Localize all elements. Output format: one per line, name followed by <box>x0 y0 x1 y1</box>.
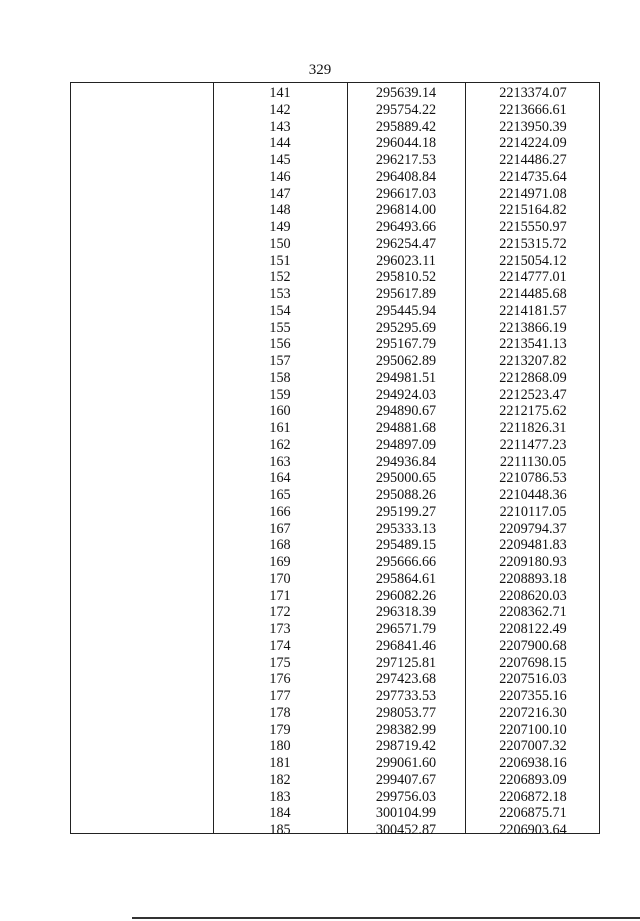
point-number-cell: 161 <box>269 420 291 436</box>
y-coordinate-cell: 2206903.64 <box>499 822 567 838</box>
point-number-cell: 146 <box>269 168 291 185</box>
table-row <box>71 336 599 353</box>
y-coordinate-cell: 2208893.18 <box>499 570 567 587</box>
point-number-cell: 153 <box>269 286 291 302</box>
y-coordinate-cell: 2215315.72 <box>499 235 567 252</box>
y-coordinate-cell: 2210448.36 <box>499 487 567 503</box>
y-coordinate-cell: 2208122.49 <box>499 621 567 637</box>
x-coordinate-cell: 294881.68 <box>375 420 437 436</box>
table-row <box>71 169 599 186</box>
x-coordinate-cell: 296814.00 <box>375 202 437 219</box>
y-coordinate-cell: 2214486.27 <box>499 152 567 168</box>
y-coordinate-cell: 2214777.01 <box>499 269 567 286</box>
table-row <box>71 454 599 471</box>
y-coordinate-cell: 2215054.12 <box>499 252 567 269</box>
table-row <box>71 420 599 437</box>
point-number-cell: 173 <box>269 621 291 637</box>
y-coordinate-cell: 2209180.93 <box>499 554 567 570</box>
x-coordinate-cell: 296044.18 <box>375 135 437 152</box>
table-row <box>71 671 599 688</box>
y-coordinate-cell: 2214485.68 <box>499 286 567 302</box>
y-coordinate-cell: 2207216.30 <box>499 704 567 721</box>
point-number-cell: 166 <box>269 503 291 520</box>
point-number-cell: 165 <box>269 487 291 503</box>
table-row <box>71 387 599 404</box>
point-number-cell: 169 <box>269 554 291 570</box>
x-coordinate-cell: 295810.52 <box>375 269 437 286</box>
x-coordinate-cell: 296023.11 <box>376 252 436 269</box>
point-number-cell: 174 <box>269 637 291 654</box>
point-number-cell: 143 <box>269 118 291 135</box>
y-coordinate-cell: 2215550.97 <box>499 219 567 235</box>
x-coordinate-cell: 294897.09 <box>375 436 437 453</box>
x-coordinate-cell: 296318.39 <box>375 604 437 621</box>
table-row <box>71 504 599 521</box>
table-row <box>71 85 599 102</box>
footer-rule <box>132 917 640 919</box>
point-number-cell: 163 <box>269 453 291 470</box>
x-coordinate-cell: 300104.99 <box>375 805 437 822</box>
x-coordinate-cell: 295666.66 <box>375 554 437 570</box>
table-row <box>71 755 599 772</box>
y-coordinate-cell: 2207355.16 <box>499 688 567 704</box>
x-coordinate-cell: 297125.81 <box>375 654 437 671</box>
coordinates-table <box>70 82 600 838</box>
x-coordinate-cell: 296841.46 <box>375 637 437 654</box>
x-coordinate-cell: 295445.94 <box>375 302 437 319</box>
point-number-cell: 164 <box>269 470 291 487</box>
point-number-cell: 148 <box>269 202 291 219</box>
y-coordinate-cell: 2207007.32 <box>499 738 567 755</box>
table-row <box>71 604 599 621</box>
table-row <box>71 152 599 169</box>
x-coordinate-cell: 294924.03 <box>375 386 437 403</box>
point-number-cell: 142 <box>269 101 291 118</box>
y-coordinate-cell: 2213541.13 <box>499 336 567 353</box>
y-coordinate-cell: 2214181.57 <box>499 302 567 319</box>
x-coordinate-cell: 295639.14 <box>375 85 437 101</box>
point-number-cell: 172 <box>269 604 291 621</box>
x-coordinate-cell: 295000.65 <box>375 470 437 487</box>
x-coordinate-cell: 297423.68 <box>375 671 437 688</box>
x-coordinate-cell: 294981.51 <box>375 369 437 386</box>
y-coordinate-cell: 2212868.09 <box>499 369 567 386</box>
point-number-cell: 185 <box>269 822 291 838</box>
point-number-cell: 170 <box>269 570 291 587</box>
y-coordinate-cell: 2207100.10 <box>499 721 567 738</box>
y-coordinate-cell: 2207900.68 <box>499 637 567 654</box>
y-coordinate-cell: 2209481.83 <box>499 537 567 554</box>
point-number-cell: 156 <box>269 336 291 353</box>
y-coordinate-cell: 2214971.08 <box>499 185 567 202</box>
x-coordinate-cell: 295864.61 <box>375 570 437 587</box>
y-coordinate-cell: 2212175.62 <box>499 403 567 420</box>
y-coordinate-cell: 2206872.18 <box>499 788 567 805</box>
table-row <box>71 119 599 136</box>
table-row <box>71 487 599 504</box>
y-coordinate-cell: 2213207.82 <box>499 353 567 369</box>
point-number-cell: 176 <box>269 671 291 688</box>
x-coordinate-cell: 299407.67 <box>375 771 437 788</box>
y-coordinate-cell: 2210786.53 <box>499 470 567 487</box>
table-row <box>71 554 599 571</box>
x-coordinate-cell: 295889.42 <box>375 118 437 135</box>
point-number-cell: 175 <box>269 654 291 671</box>
point-number-cell: 182 <box>269 771 291 788</box>
y-coordinate-cell: 2213374.07 <box>499 85 567 101</box>
table-row <box>71 805 599 822</box>
x-coordinate-cell: 294936.84 <box>375 453 437 470</box>
table-row <box>71 705 599 722</box>
y-coordinate-cell: 2213866.19 <box>499 319 567 336</box>
table-row <box>71 822 599 839</box>
point-number-cell: 183 <box>269 788 291 805</box>
table-row <box>71 353 599 370</box>
point-number-cell: 162 <box>269 436 291 453</box>
x-coordinate-cell: 298053.77 <box>375 704 437 721</box>
x-coordinate-cell: 295489.15 <box>375 537 437 554</box>
y-coordinate-cell: 2208620.03 <box>499 587 567 604</box>
y-coordinate-cell: 2211477.23 <box>499 436 567 453</box>
point-number-cell: 159 <box>269 386 291 403</box>
x-coordinate-cell: 297733.53 <box>375 688 437 704</box>
point-number-cell: 154 <box>269 302 291 319</box>
point-number-cell: 151 <box>269 252 291 269</box>
point-number-cell: 167 <box>269 520 291 537</box>
page-number: 329 <box>308 62 332 78</box>
table-row <box>71 638 599 655</box>
y-coordinate-cell: 2206938.16 <box>499 755 567 771</box>
y-coordinate-cell: 2210117.05 <box>499 503 567 520</box>
point-number-cell: 158 <box>269 369 291 386</box>
x-coordinate-cell: 295295.69 <box>375 319 437 336</box>
table-row <box>71 738 599 755</box>
x-coordinate-cell: 294890.67 <box>375 403 437 420</box>
point-number-cell: 155 <box>269 319 291 336</box>
table-row <box>71 253 599 270</box>
x-coordinate-cell: 295617.89 <box>375 286 437 302</box>
point-number-cell: 145 <box>269 152 291 168</box>
table-row <box>71 102 599 119</box>
table-row <box>71 303 599 320</box>
point-number-cell: 147 <box>269 185 291 202</box>
table-row <box>71 470 599 487</box>
table-row <box>71 537 599 554</box>
y-coordinate-cell: 2212523.47 <box>499 386 567 403</box>
x-coordinate-cell: 295167.79 <box>375 336 437 353</box>
y-coordinate-cell: 2206875.71 <box>499 805 567 822</box>
point-number-cell: 157 <box>269 353 291 369</box>
table-row <box>71 135 599 152</box>
x-coordinate-cell: 299756.03 <box>375 788 437 805</box>
table-row <box>71 269 599 286</box>
x-coordinate-cell: 296493.66 <box>375 219 437 235</box>
table-row <box>71 521 599 538</box>
x-coordinate-cell: 295062.89 <box>375 353 437 369</box>
point-number-cell: 184 <box>269 805 291 822</box>
table-row <box>71 588 599 605</box>
table-row <box>71 437 599 454</box>
y-coordinate-cell: 2213666.61 <box>499 101 567 118</box>
point-number-cell: 180 <box>269 738 291 755</box>
table-row <box>71 286 599 303</box>
point-number-cell: 152 <box>269 269 291 286</box>
point-number-cell: 160 <box>269 403 291 420</box>
x-coordinate-cell: 296217.53 <box>375 152 437 168</box>
y-coordinate-cell: 2214224.09 <box>499 135 567 152</box>
table-row <box>71 655 599 672</box>
table-row <box>71 688 599 705</box>
x-coordinate-cell: 295333.13 <box>375 520 437 537</box>
y-coordinate-cell: 2214735.64 <box>499 168 567 185</box>
y-coordinate-cell: 2207516.03 <box>499 671 567 688</box>
point-number-cell: 141 <box>269 85 291 101</box>
table-row <box>71 186 599 203</box>
x-coordinate-cell: 295754.22 <box>375 101 437 118</box>
x-coordinate-cell: 296408.84 <box>375 168 437 185</box>
point-number-cell: 144 <box>269 135 291 152</box>
point-number-cell: 179 <box>269 721 291 738</box>
table-row <box>71 772 599 789</box>
table-row <box>71 202 599 219</box>
x-coordinate-cell: 298382.99 <box>375 721 437 738</box>
point-number-cell: 178 <box>269 704 291 721</box>
x-coordinate-cell: 296571.79 <box>375 621 437 637</box>
point-number-cell: 150 <box>269 235 291 252</box>
point-number-cell: 149 <box>269 219 291 235</box>
table-row <box>71 320 599 337</box>
y-coordinate-cell: 2213950.39 <box>499 118 567 135</box>
x-coordinate-cell: 296617.03 <box>375 185 437 202</box>
point-number-cell: 168 <box>269 537 291 554</box>
x-coordinate-cell: 295088.26 <box>375 487 437 503</box>
x-coordinate-cell: 296082.26 <box>375 587 437 604</box>
x-coordinate-cell: 295199.27 <box>375 503 437 520</box>
y-coordinate-cell: 2211826.31 <box>499 420 567 436</box>
table-row <box>71 370 599 387</box>
point-number-cell: 177 <box>269 688 291 704</box>
table-row <box>71 789 599 806</box>
y-coordinate-cell: 2206893.09 <box>499 771 567 788</box>
y-coordinate-cell: 2209794.37 <box>499 520 567 537</box>
table-row <box>71 219 599 236</box>
table-rows <box>71 85 599 839</box>
x-coordinate-cell: 299061.60 <box>375 755 437 771</box>
y-coordinate-cell: 2207698.15 <box>499 654 567 671</box>
table-row <box>71 571 599 588</box>
table-row <box>71 236 599 253</box>
table-row <box>71 403 599 420</box>
x-coordinate-cell: 300452.87 <box>375 822 437 838</box>
x-coordinate-cell: 296254.47 <box>375 235 437 252</box>
point-number-cell: 171 <box>269 587 291 604</box>
point-number-cell: 181 <box>269 755 291 771</box>
table-row <box>71 722 599 739</box>
x-coordinate-cell: 298719.42 <box>375 738 437 755</box>
y-coordinate-cell: 2208362.71 <box>499 604 567 621</box>
y-coordinate-cell: 2211130.05 <box>499 453 567 470</box>
y-coordinate-cell: 2215164.82 <box>499 202 567 219</box>
table-row <box>71 621 599 638</box>
